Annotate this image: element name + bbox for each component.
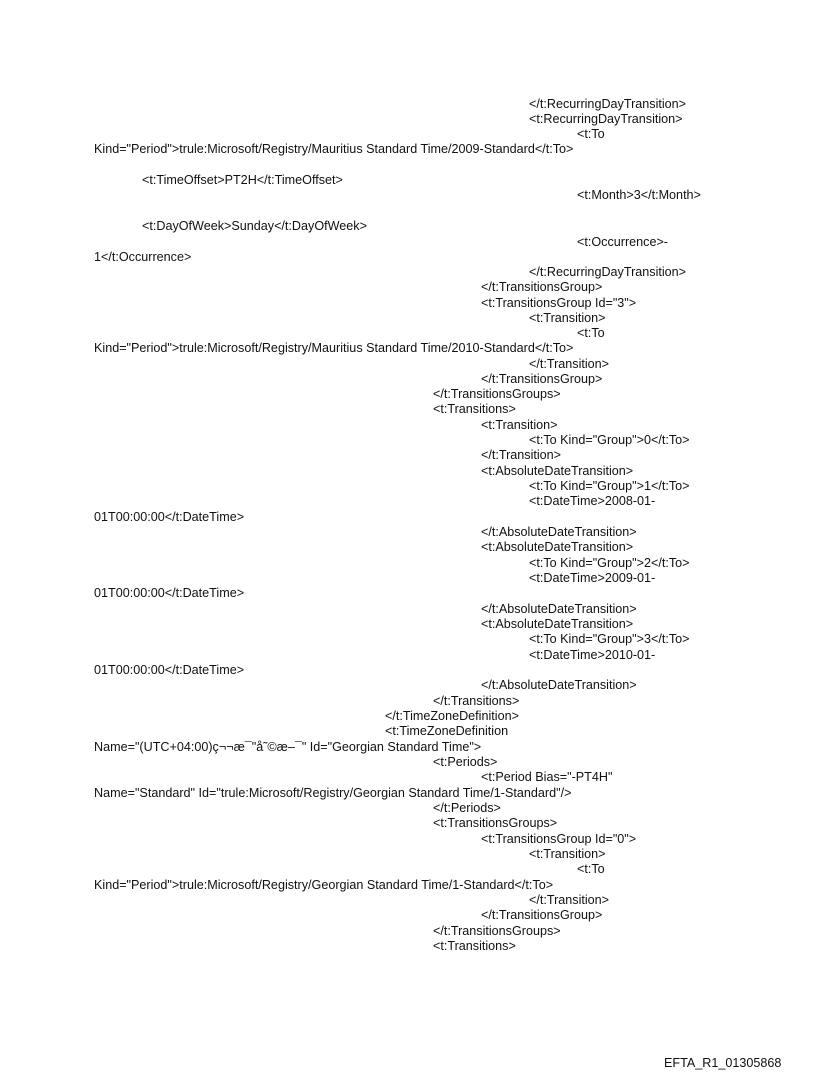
- text-line: 01T00:00:00</t:DateTime>: [94, 510, 245, 524]
- text-line: </t:TimeZoneDefinition>: [385, 709, 519, 723]
- text-line: </t:Transition>: [481, 448, 562, 462]
- text-line: </t:Transition>: [529, 893, 610, 907]
- text-line: <t:AbsoluteDateTransition>: [481, 540, 634, 554]
- text-line: <t:AbsoluteDateTransition>: [481, 464, 634, 478]
- text-line: </t:Periods>: [433, 801, 501, 815]
- text-line: <t:Transition>: [481, 418, 558, 432]
- text-line: <t:RecurringDayTransition>: [529, 112, 683, 126]
- text-line: Name="Standard" Id="trule:Microsoft/Registry/Georgian Standard Time/1-Standard"/>: [94, 786, 572, 800]
- text-line: <t:To Kind="Group">3</t:To>: [529, 632, 690, 646]
- text-line: <t:Transition>: [529, 847, 606, 861]
- text-line: 01T00:00:00</t:DateTime>: [94, 663, 245, 677]
- text-line: 1</t:Occurrence>: [94, 250, 192, 264]
- text-line: <t:DateTime>2009-01-: [529, 571, 656, 585]
- text-line: <t:DateTime>2008-01-: [529, 494, 656, 508]
- text-line: <t:To Kind="Group">2</t:To>: [529, 556, 690, 570]
- text-line: </t:AbsoluteDateTransition>: [481, 602, 637, 616]
- text-line: Name="(UTC+04:00)ç¬¬æ¯"å˜©æ–¯" Id="Georgian Standard Time">: [94, 740, 482, 754]
- text-line: </t:AbsoluteDateTransition>: [481, 525, 637, 539]
- text-line: Kind="Period">trule:Microsoft/Registry/Georgian Standard Time/1-Standard</t:To>: [94, 878, 554, 892]
- text-line: <t:TransitionsGroup Id="0">: [481, 832, 637, 846]
- text-line: </t:Transition>: [529, 357, 610, 371]
- text-line: </t:RecurringDayTransition>: [529, 265, 687, 279]
- text-line: </t:Transitions>: [433, 694, 520, 708]
- text-line: <t:DateTime>2010-01-: [529, 648, 656, 662]
- text-line: </t:TransitionsGroup>: [481, 280, 603, 294]
- text-line: Kind="Period">trule:Microsoft/Registry/Mauritius Standard Time/2010-Standard</t:To>: [94, 341, 574, 355]
- text-line: <t:Transitions>: [433, 939, 516, 953]
- text-line: </t:RecurringDayTransition>: [529, 97, 687, 111]
- text-line: </t:TransitionsGroups>: [433, 387, 561, 401]
- text-line: <t:To Kind="Group">0</t:To>: [529, 433, 690, 447]
- text-line: </t:TransitionsGroup>: [481, 908, 603, 922]
- text-line: <t:Periods>: [433, 755, 498, 769]
- text-line: 01T00:00:00</t:DateTime>: [94, 586, 245, 600]
- text-line: <t:Month>3</t:Month>: [577, 188, 701, 202]
- text-line: Kind="Period">trule:Microsoft/Registry/Mauritius Standard Time/2009-Standard</t:To>: [94, 142, 574, 156]
- text-line: </t:TransitionsGroup>: [481, 372, 603, 386]
- text-line: <t:TimeOffset>PT2H</t:TimeOffset>: [142, 173, 343, 187]
- text-line: <t:Transitions>: [433, 402, 516, 416]
- text-line: <t:Occurrence>-: [577, 235, 668, 249]
- text-line: <t:TimeZoneDefinition: [385, 724, 509, 738]
- text-line: <t:To Kind="Group">1</t:To>: [529, 479, 690, 493]
- text-line: <t:To: [577, 862, 605, 876]
- text-line: <t:Transition>: [529, 311, 606, 325]
- text-line: <t:TransitionsGroups>: [433, 816, 558, 830]
- text-line: <t:To: [577, 127, 605, 141]
- text-line: <t:AbsoluteDateTransition>: [481, 617, 634, 631]
- text-line: <t:Period Bias="-PT4H": [481, 770, 613, 784]
- text-line: <t:DayOfWeek>Sunday</t:DayOfWeek>: [142, 219, 367, 233]
- text-line: <t:TransitionsGroup Id="3">: [481, 296, 637, 310]
- text-line: </t:AbsoluteDateTransition>: [481, 678, 637, 692]
- document-id-footer: EFTA_R1_01305868: [664, 1056, 782, 1070]
- text-line: <t:To: [577, 326, 605, 340]
- text-line: </t:TransitionsGroups>: [433, 924, 561, 938]
